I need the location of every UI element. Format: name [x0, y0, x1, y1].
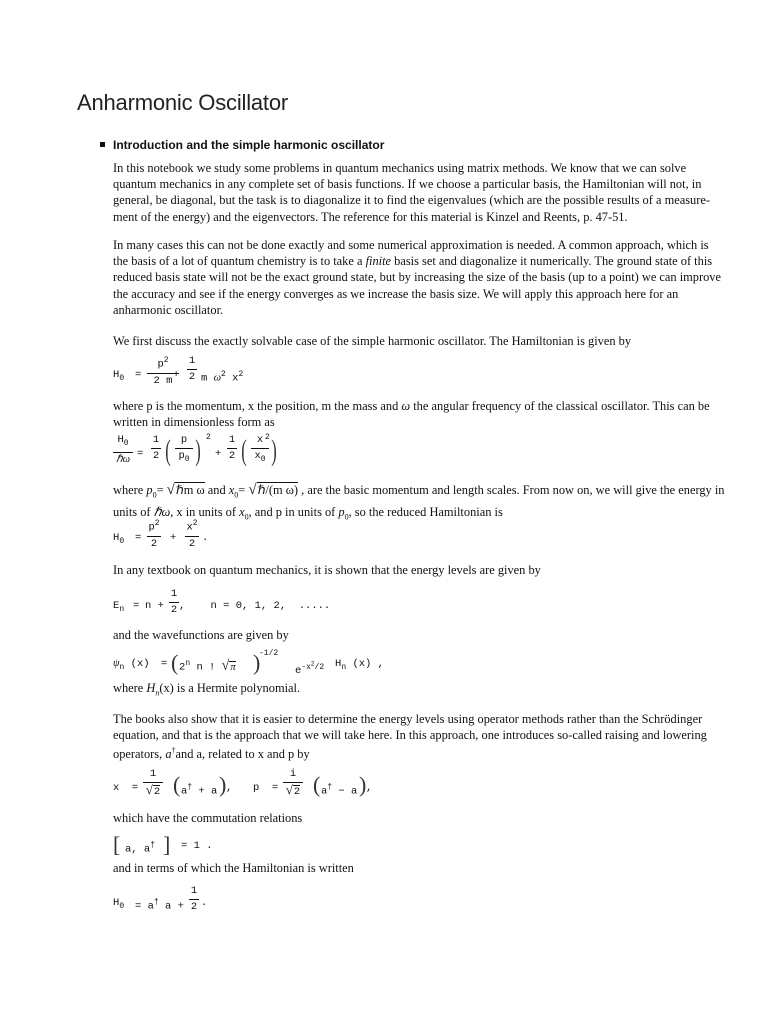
section-heading-text: Introduction and the simple harmonic oscillator	[113, 138, 385, 152]
equation-wavefunction: $\psi_n$ (x) = ( 2$^n$ n ! √π ) -1/2 $e^{-x^2/2}$ $H_n$ (x) ,	[113, 649, 384, 678]
dagger: †	[327, 783, 333, 792]
symbol: H	[113, 897, 120, 909]
symbol: + a	[192, 785, 218, 798]
page-title: Anharmonic Oscillator	[77, 90, 288, 115]
equals-sign: =	[135, 532, 142, 544]
left-paren: (	[313, 772, 321, 797]
text: and	[204, 483, 229, 497]
left-paren: (	[173, 772, 181, 797]
symbol: x	[239, 504, 245, 519]
comma: ,	[366, 782, 373, 794]
level-list: , n = 0, 1, 2, .....	[179, 600, 331, 612]
equation-commutator	[113, 834, 313, 856]
exponent: -x	[301, 662, 311, 672]
period: .	[202, 532, 209, 544]
paragraph-intro: In this notebook we study some problems in quantum mechanics using matrix methods. We know that we can solve quantum mechanics in any complete set of basis functions. If we choose a particular basis, the Hamiltonian will not, in general, be diagonal, but the task is to diagonalize it to find the eigenvalues (which are the possible results of a measure-ment of the energy) and the eigenvectors. The reference for this material is Kinzel and Reents, p. 47-51.	[113, 161, 710, 224]
text: , x in units of	[170, 504, 240, 519]
equation-reduced-hamiltonian	[113, 518, 313, 558]
emphasis: finite	[365, 254, 392, 269]
plus-sign: +	[170, 532, 177, 544]
denominator: 2	[190, 901, 198, 913]
fraction	[169, 588, 179, 616]
omega: ω	[401, 399, 411, 413]
text: , and p in units of	[248, 504, 339, 519]
paragraph-commutation: which have the commutation relations	[113, 811, 303, 825]
paragraph-hamiltonian-operators: and in terms of which the Hamiltonian is written	[113, 861, 354, 875]
text: (x) is a Hermite polynomial.	[159, 681, 301, 695]
plus-sign: +	[215, 448, 222, 460]
subscript: n	[119, 605, 125, 615]
left-paren: (	[171, 650, 179, 675]
exponent: /2	[314, 662, 325, 672]
subscript: 0	[123, 439, 129, 449]
section-heading	[100, 138, 384, 152]
numerator: 1	[190, 885, 198, 897]
fraction	[151, 434, 161, 462]
argument: (x) ,	[352, 658, 384, 670]
symbol: H	[113, 369, 120, 381]
superscript: 2	[163, 356, 169, 365]
left-paren: (	[165, 434, 171, 467]
numerator: 1	[188, 355, 196, 367]
equation-dimensionless	[113, 434, 413, 474]
denominator: 2	[188, 537, 196, 550]
subscript: n	[155, 688, 160, 698]
sqrt-two: 2	[293, 786, 301, 798]
denominator: 2	[228, 450, 236, 462]
denominator: 2	[152, 450, 160, 462]
paragraph-hermite	[113, 680, 725, 702]
numerator: 1	[152, 434, 160, 446]
x-equals: x =	[113, 782, 139, 794]
right-paren: )	[195, 434, 201, 467]
symbol: 2	[179, 661, 186, 674]
symbol: H	[146, 681, 156, 695]
text: where	[113, 681, 147, 695]
text: =	[238, 483, 249, 497]
symbol: H	[335, 658, 342, 670]
factorial: n !	[196, 661, 216, 674]
bullet-icon	[100, 142, 105, 147]
paragraph-definitions	[113, 398, 725, 430]
text: The books also show that it is easier to determine the energy levels using operator methods rather than the Schrödinger equation, and that is the approach that we will take here. In this approach, one introduces so-called raising and lowering operators,	[113, 712, 707, 762]
symbol: ℏω	[153, 504, 171, 519]
symbol: x	[232, 372, 239, 385]
fraction	[187, 355, 197, 383]
dagger: †	[153, 898, 159, 907]
symbol: a	[165, 747, 172, 762]
symbol: a +	[158, 900, 184, 913]
right-bracket: ]	[163, 832, 171, 857]
dagger: †	[187, 783, 193, 792]
equals-sign: =	[137, 448, 144, 460]
period: .	[201, 897, 208, 909]
psi: ψ	[113, 658, 120, 669]
n-plus: n +	[145, 600, 164, 612]
superscript: n	[185, 659, 191, 668]
comma: ,	[226, 782, 233, 794]
symbol: p	[338, 504, 345, 519]
sqrt-two: 2	[153, 786, 161, 798]
dagger: †	[150, 841, 156, 850]
superscript: 2	[238, 370, 244, 379]
text: and a, related to x and p by	[175, 747, 310, 762]
sqrt-expression: ℏ/(m ω)	[257, 483, 299, 497]
numerator: x	[186, 521, 193, 534]
equation-hamiltonian	[113, 355, 413, 395]
symbol: e	[295, 665, 302, 678]
equation-hamiltonian-operators	[113, 885, 313, 925]
symbol: − a	[332, 785, 358, 798]
right-paren: )	[253, 650, 261, 675]
symbol: x	[228, 483, 235, 497]
superscript: 2	[265, 433, 270, 442]
paragraph-energy-levels: In any textbook on quantum mechanics, it is shown that the energy levels are given by	[113, 563, 541, 577]
text: the angular frequency of the classical oscillator. This can be written in dimensionless form as	[113, 399, 710, 430]
paragraph-sho-intro: We first discuss the exactly solvable case of the simple harmonic oscillator. The Hamiltonian is given by	[113, 334, 632, 348]
fraction: i √2	[283, 768, 303, 798]
subscript: n	[341, 663, 347, 673]
text: =	[156, 483, 167, 497]
text: , so the reduced Hamiltonian is	[348, 504, 503, 519]
paragraph-operators	[113, 711, 725, 763]
text: basis set and diagonalize it numerically. The ground state of this reduced basis state will not be the exact ground state, but by increasing the size of the basis (up to a point) we can improve the accuracy and see if the energy converges as we increase the basis size. We will apply this approach here for an anharmonic oscillator.	[113, 254, 721, 317]
symbol: H	[113, 532, 120, 544]
text: where	[113, 483, 147, 497]
fraction	[113, 434, 133, 466]
fraction	[227, 434, 237, 462]
symbol: x	[254, 450, 261, 462]
subscript: 0	[119, 374, 125, 384]
right-paren: )	[359, 772, 367, 797]
subscript: 0	[119, 902, 125, 912]
fraction	[185, 518, 199, 550]
text: , are the basic momentum and length scales. From now on, we will give the energy in units of	[113, 483, 725, 519]
denominator: 2	[170, 604, 178, 616]
superscript: 2	[154, 519, 160, 528]
paragraph-scales: where $p_0=$ √ℏm ω and $x_0=$ √ℏ/(m ω) , are the basic momentum and length scales. From now on, we will give the energy in units of ℏω, x in units of $x_0$, and p in units of $p_0$, so the reduced Hamiltonian is	[113, 482, 725, 522]
paragraph-approximation	[113, 237, 725, 318]
symbol: p	[178, 450, 185, 462]
symbol: a	[181, 785, 188, 798]
equals-sign: =	[135, 369, 142, 381]
numerator: x	[256, 434, 264, 446]
symbol: p	[146, 483, 153, 497]
superscript: 2	[206, 433, 211, 442]
subscript: 0	[260, 455, 266, 465]
text: where p is the momentum, x the position, m the mass and	[113, 399, 402, 413]
numerator: p	[148, 521, 155, 534]
denominator: 2	[150, 537, 158, 550]
fraction: 1 √2	[143, 768, 163, 798]
argument: (x)	[130, 658, 150, 670]
pi: π	[230, 661, 236, 673]
p-equals: p =	[253, 782, 279, 794]
fraction	[147, 518, 161, 550]
symbol: a	[321, 785, 328, 798]
right-paren: )	[271, 434, 277, 467]
subscript: n	[119, 663, 125, 673]
numerator: i	[289, 768, 297, 780]
text: In many cases this can not be done exactly and some numerical approximation is needed. A common approach, which is the basis of a lot of quantum chemistry is to take a	[113, 238, 709, 269]
numerator: p	[180, 434, 188, 446]
subscript: 0	[184, 455, 190, 465]
equals-sign: =	[133, 600, 140, 612]
omega: ω	[213, 372, 222, 384]
superscript: 2	[221, 370, 226, 379]
left-bracket: [	[113, 832, 121, 857]
left-paren: (	[241, 434, 247, 467]
right-paren: )	[219, 772, 227, 797]
plus-sign: +	[173, 369, 180, 381]
symbol: E	[113, 600, 120, 612]
symbol: a, a	[125, 843, 151, 856]
sqrt-expression: ℏm ω	[175, 483, 205, 497]
fraction	[175, 434, 193, 466]
denominator: 2	[188, 371, 196, 383]
rhs: = 1 .	[181, 840, 213, 852]
exponent: -1/2	[259, 649, 279, 658]
dagger: †	[171, 746, 176, 756]
equation-energy-levels	[113, 588, 413, 628]
fraction	[189, 885, 199, 913]
symbol: H	[117, 434, 124, 446]
numerator: p	[157, 358, 164, 371]
denominator: ℏω	[115, 454, 131, 466]
paragraph-wavefunctions: and the wavefunctions are given by	[113, 628, 289, 642]
numerator: 1	[228, 434, 236, 446]
numerator: 1	[170, 588, 178, 600]
symbol: m	[201, 372, 208, 385]
numerator: 1	[149, 768, 157, 780]
exponent: 2	[310, 660, 315, 667]
denominator: 2 m	[153, 374, 173, 387]
superscript: 2	[192, 519, 198, 528]
equals-sign: =	[161, 658, 168, 670]
subscript: 0	[119, 537, 125, 547]
symbol: = a	[135, 900, 154, 913]
equation-ladder-operators	[113, 768, 513, 808]
